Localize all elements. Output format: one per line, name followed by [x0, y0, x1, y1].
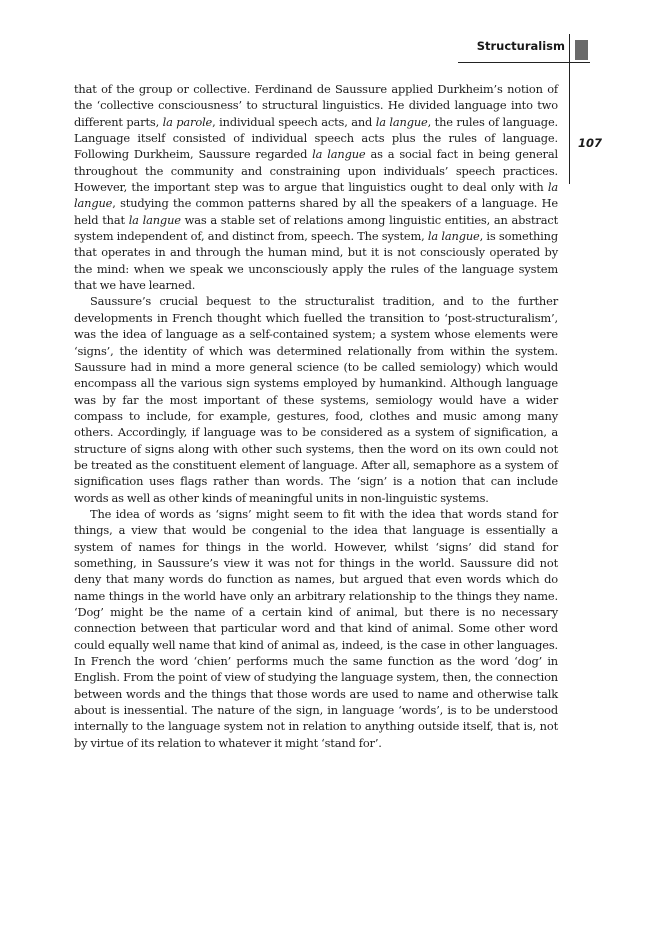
text-run: , is something that operates in and through the human mind, but it is not consciously operated by the mind: when we speak we unconsciously apply the rules of the language system that we have learned. [74, 229, 558, 293]
italic-term: la langue [74, 180, 558, 211]
thumb-tab [575, 40, 588, 60]
header-rule [458, 62, 590, 63]
text-run: The idea of words as ‘signs’ might seem to fit with the idea that words stand for things, a view that would be congenial to the idea that language is essentially a system of names for things in the world. However, whilst ‘signs’ did stand for something, in Saussure’s view it was not for things in the world. Saussure did not deny that many words do function as names, but argued that even words which do name things in the world have only an arbitrary relationship to the things they name. ‘Dog’ might be the name of a certain kind of animal, but there is no necessary connection between that particular word and that kind of animal. Some other word could equally well name that kind of animal as, indeed, is the case in other languages. In French the word ‘chien’ performs much the same function as the word ‘dog’ in English. From the point of view of studying the language system, then, the connection between words and the things that those words are used to name and otherwise talk about is inessential. The nature of the sign, in language ‘words’, is to be understood internally to the language system not in relation to anything outside itself, that is, not by virtue of its relation to whatever it might ‘stand for’. [74, 506, 558, 750]
italic-term: la parole [162, 114, 213, 129]
text-run: , studying the common patterns shared by all the speakers of a language. He held that [74, 196, 558, 227]
paragraph-3 [74, 506, 558, 751]
italic-term: la langue [427, 229, 480, 244]
paragraph-2 [74, 293, 558, 505]
page-number: 107 [578, 136, 603, 150]
body-text [74, 81, 558, 751]
text-run: Saussure’s crucial bequest to the structuralist tradition, and to the further developments in French thought which fuelled the transition to ‘post-structuralism’, was the idea of language as a self-contained system; a system whose elements were ‘signs’, the identity of which was determined relationally from within the system. Saussure had in mind a more general science (to be called semiology) which would encompass all the various sign systems employed by humankind. Although language was by far the most important of these systems, semiology would have a wider compass to include, for example, gestures, food, clothes and music among many others. Accordingly, if language was to be considered as a system of signification, a structure of signs along with other such systems, then the word on its own could not be treated as the constituent element of language. After all, semaphore as a system of signification uses flags rather than words. The ‘sign’ is a notion that can include words as well as other kinds of meaningful units in non-linguistic systems. [74, 294, 558, 505]
text-run: as a social fact in being general throughout the community and constraining upon individuals’ speech practices. However, the important step was to argue that linguistics ought to deal only with [74, 147, 558, 195]
italic-term: la langue [375, 114, 428, 129]
text-run: was a stable set of relations among linguistic entities, an abstract system independent of, and distinct from, speech. The system, [74, 212, 558, 244]
paragraph-1 [74, 81, 558, 293]
text-run: that of the group or collective. Ferdinand de Saussure applied Durkheim’s notion of the ‘collective consciousness’ to structural linguistics. He divided language into two different parts, [74, 82, 558, 129]
text-run: , individual speech acts, and [212, 114, 376, 129]
italic-term: la langue [128, 212, 181, 227]
text-run: , the rules of language. Language itself consisted of individual speech acts plus the rules of language. Following Durkheim, Saussure regarded [74, 114, 559, 162]
italic-term: la langue [312, 147, 366, 162]
running-head: Structuralism [476, 39, 565, 53]
margin-rule [569, 34, 570, 184]
